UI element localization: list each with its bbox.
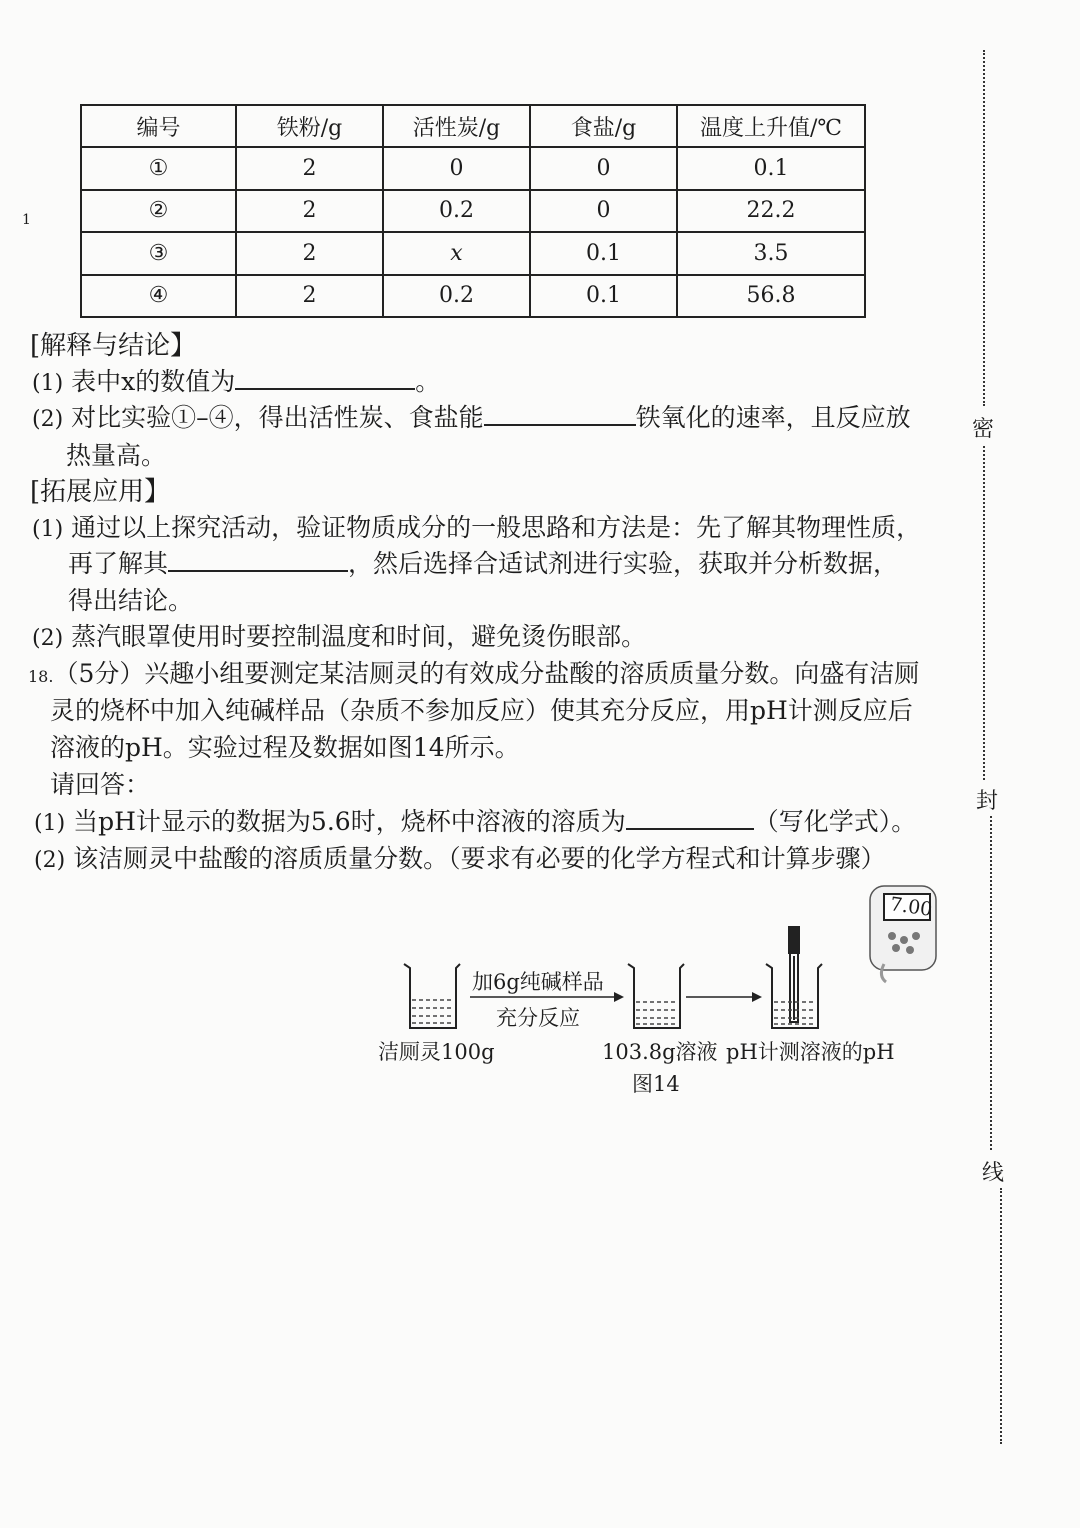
conclusion-q2 xyxy=(32,402,911,436)
binding-dotline xyxy=(983,446,985,780)
q-text: 蒸汽眼罩使用时要控制温度和时间，避免烫伤眼部。 xyxy=(71,622,647,651)
cell: 3.5 xyxy=(677,232,865,274)
label-ph-measure: pH计测溶液的pH xyxy=(726,1040,895,1064)
cell: 0 xyxy=(383,147,530,189)
q-text: 当pH计显示的数据为5.6时，烧杯中溶液的溶质为 xyxy=(73,807,626,836)
binding-dotline xyxy=(1000,1188,1002,1444)
conclusion-heading: [解释与结论】 xyxy=(30,331,197,361)
cell: 0.1 xyxy=(530,275,677,317)
q-number: (1) xyxy=(34,811,66,836)
cell: 0.1 xyxy=(677,147,865,189)
cell: 0 xyxy=(530,190,677,232)
q-text: 。 xyxy=(415,367,441,396)
cell: 0.2 xyxy=(383,190,530,232)
beaker-3-with-probe-icon xyxy=(762,922,824,1032)
extend-q2 xyxy=(32,621,646,655)
q-text: 对比实验①–④，得出活性炭、食盐能 xyxy=(71,403,484,432)
q-number: (2) xyxy=(32,626,64,651)
cell: ① xyxy=(81,147,236,189)
table-row xyxy=(81,190,865,232)
cell: 2 xyxy=(236,275,383,317)
q-text: 表中x的数值为 xyxy=(71,367,236,396)
q-number: (2) xyxy=(32,407,64,432)
q18-sub1 xyxy=(34,806,916,840)
answer-blank[interactable] xyxy=(626,806,754,830)
cell: x xyxy=(383,232,530,274)
header-iron: 铁粉/g xyxy=(236,105,383,147)
header-id: 编号 xyxy=(81,105,236,147)
q-number: 18. xyxy=(28,667,54,686)
header-carbon: 活性炭/g xyxy=(383,105,530,147)
answer-blank[interactable] xyxy=(484,402,636,426)
q18-sub2 xyxy=(34,843,886,877)
figure-caption: 图14 xyxy=(632,1072,680,1096)
extend-q1-line3: 得出结论。 xyxy=(68,586,194,615)
q-text: （5分）兴趣小组要测定某洁厕灵的有效成分盐酸的溶质质量分数。向盛有洁厕 xyxy=(53,659,920,688)
meter-reading: 7.00 xyxy=(888,893,934,921)
table-row xyxy=(81,232,865,274)
cell: 0.1 xyxy=(530,232,677,274)
label-cleaner: 洁厕灵100g xyxy=(378,1040,495,1064)
binding-dotline xyxy=(983,50,985,406)
q-number: (2) xyxy=(34,848,66,873)
q18-line3: 溶液的pH。实验过程及数据如图14所示。 xyxy=(50,733,520,762)
arrow-label-bottom: 充分反应 xyxy=(496,1006,580,1030)
cell: 2 xyxy=(236,190,383,232)
arrow-2-icon xyxy=(684,990,766,1004)
margin-mark: 1 xyxy=(22,212,31,228)
experiment-table xyxy=(80,104,866,318)
binding-char-mi: 密 xyxy=(972,417,995,442)
q-text: 再了解其 xyxy=(68,549,169,578)
q-text: （写化学式）。 xyxy=(753,807,917,836)
cell: 22.2 xyxy=(677,190,865,232)
arrow-label-top: 加6g纯碱样品 xyxy=(472,970,604,994)
q-text: ，然后选择合适试剂进行实验，获取并分析数据， xyxy=(348,549,899,578)
header-temp: 温度上升值/℃ xyxy=(677,105,865,147)
cell: ② xyxy=(81,190,236,232)
table-header-row xyxy=(81,105,865,147)
conclusion-q1 xyxy=(32,366,440,400)
q-text: 通过以上探究活动，验证物质成分的一般思路和方法是：先了解其物理性质， xyxy=(71,513,922,542)
cell: 0 xyxy=(530,147,677,189)
cell: ③ xyxy=(81,232,236,274)
cell: 0.2 xyxy=(383,275,530,317)
beaker-1-icon xyxy=(400,962,462,1032)
q-text: 铁氧化的速率，且反应放 xyxy=(635,403,911,432)
q18-line2: 灵的烧杯中加入纯碱样品（杂质不参加反应）使其充分反应，用pH计测反应后 xyxy=(50,696,913,725)
label-solution: 103.8g溶液 xyxy=(602,1040,718,1064)
q-text: 该洁厕灵中盐酸的溶质质量分数。（要求有必要的化学方程式和计算步骤） xyxy=(73,844,886,873)
conclusion-title: 解释与结论】 xyxy=(40,331,197,361)
cell: ④ xyxy=(81,275,236,317)
q18-line1 xyxy=(28,658,919,693)
binding-dotline xyxy=(990,816,992,1150)
extend-q1-line1 xyxy=(32,512,921,546)
binding-char-xian: 线 xyxy=(982,1161,1005,1186)
header-salt: 食盐/g xyxy=(530,105,677,147)
cell: 2 xyxy=(236,147,383,189)
table-row xyxy=(81,147,865,189)
answer-blank[interactable] xyxy=(235,366,415,390)
table-row xyxy=(81,275,865,317)
extend-q1-line2 xyxy=(68,548,898,580)
q18-prompt: 请回答： xyxy=(50,770,151,799)
extend-heading: [拓展应用】 xyxy=(30,477,171,507)
answer-blank[interactable] xyxy=(168,548,348,572)
binding-char-feng: 封 xyxy=(976,789,999,814)
q-number: (1) xyxy=(32,517,64,542)
cell: 56.8 xyxy=(677,275,865,317)
conclusion-q2-cont: 热量高。 xyxy=(66,441,167,470)
extend-title: 拓展应用】 xyxy=(40,477,171,507)
q-number: (1) xyxy=(32,371,64,396)
beaker-2-icon xyxy=(624,962,686,1032)
cell: 2 xyxy=(236,232,383,274)
